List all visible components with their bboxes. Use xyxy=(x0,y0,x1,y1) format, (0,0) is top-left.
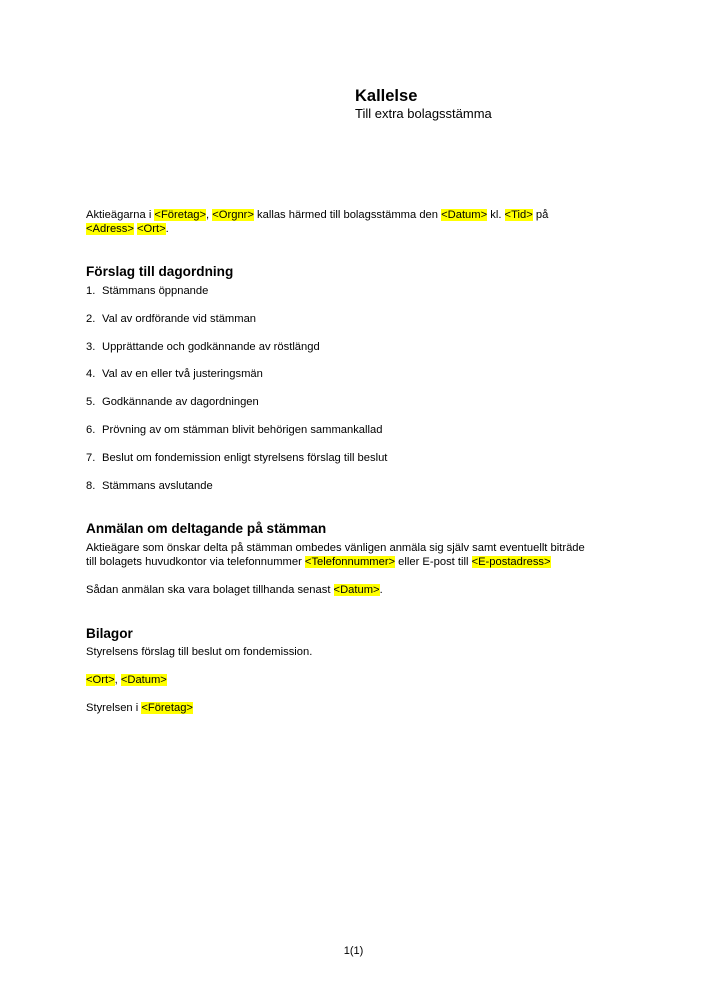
agenda-item-number: 8. xyxy=(86,479,96,492)
placeholder-signature-date: <Datum> xyxy=(120,674,167,686)
intro-text: på xyxy=(532,209,549,221)
placeholder-date: <Datum> xyxy=(441,209,488,221)
placeholder-city: <Ort> xyxy=(137,223,166,235)
agenda-item xyxy=(86,451,626,479)
intro-paragraph xyxy=(86,208,626,236)
agenda-item-text: Beslut om fondemission enligt styrelsens förslag till beslut xyxy=(102,451,388,464)
deadline-text: Sådan anmälan ska vara bolaget tillhanda senast xyxy=(86,584,334,596)
agenda-item-number: 3. xyxy=(86,340,96,353)
deadline-text: . xyxy=(379,584,383,596)
placeholder-time: <Tid> xyxy=(504,209,533,221)
registration-heading: Anmälan om deltagande på stämman xyxy=(86,521,327,536)
agenda-item xyxy=(86,312,626,340)
placeholder-deadline-date: <Datum> xyxy=(333,584,380,596)
agenda-item-number: 1. xyxy=(86,285,96,297)
intro-text: . xyxy=(165,223,169,235)
agenda-item-text: Stämmans avslutande xyxy=(102,479,213,492)
intro-text: , xyxy=(206,209,213,221)
document-subtitle: Till extra bolagsstämma xyxy=(355,106,492,121)
signature-board xyxy=(86,701,646,715)
agenda-item-text: Stämmans öppnande xyxy=(102,285,209,297)
agenda-item xyxy=(86,284,626,312)
signature-separator: , xyxy=(114,674,121,686)
document-title: Kallelse xyxy=(355,87,418,105)
page-number: 1(1) xyxy=(343,945,364,957)
signature-place-date xyxy=(86,673,646,687)
agenda-item-text: Prövning av om stämman blivit behörigen sammankallad xyxy=(102,423,383,436)
agenda-item xyxy=(86,340,626,368)
agenda-item-number: 2. xyxy=(86,312,96,325)
agenda-item-number: 7. xyxy=(86,451,96,464)
placeholder-orgnr: <Orgnr> xyxy=(212,209,254,221)
placeholder-signature-company: <Företag> xyxy=(141,702,193,714)
agenda-item-text: Godkännande av dagordningen xyxy=(102,396,259,409)
registration-text: Aktieägare som önskar delta på stämman ombedes vänligen anmäla sig själv samt eventuellt biträde xyxy=(86,542,585,554)
agenda-item xyxy=(86,423,626,451)
agenda-item xyxy=(86,367,626,395)
agenda-item-text: Val av ordförande vid stämman xyxy=(102,312,257,325)
attachments-text: Styrelsens förslag till beslut om fondemission. xyxy=(86,646,313,658)
placeholder-email: <E-postadress> xyxy=(471,556,551,568)
agenda-item-number: 6. xyxy=(86,423,96,436)
registration-paragraph xyxy=(86,541,646,569)
title-block xyxy=(355,86,492,122)
agenda-item-number: 5. xyxy=(86,396,96,409)
placeholder-address: <Adress> xyxy=(86,223,134,235)
agenda-list xyxy=(86,284,626,506)
agenda-item xyxy=(86,479,626,507)
placeholder-signature-city: <Ort> xyxy=(86,674,115,686)
intro-text: kallas härmed till bolagsstämma den xyxy=(253,209,442,221)
placeholder-company: <Företag> xyxy=(154,209,207,221)
agenda-item-text: Upprättande och godkännande av röstlängd xyxy=(102,340,320,353)
attachments-heading: Bilagor xyxy=(86,626,133,641)
intro-text: Aktieägarna i xyxy=(86,209,155,221)
intro-text: kl. xyxy=(487,209,505,221)
registration-text: eller E-post till xyxy=(395,556,472,568)
agenda-heading: Förslag till dagordning xyxy=(86,264,234,279)
deadline-paragraph xyxy=(86,583,646,597)
signature-board-text: Styrelsen i xyxy=(86,702,142,714)
agenda-item-text: Val av en eller två justeringsmän xyxy=(102,368,263,381)
agenda-item-number: 4. xyxy=(86,368,96,381)
placeholder-phone: <Telefonnummer> xyxy=(304,556,396,568)
registration-text: till bolagets huvudkontor via telefonnummer xyxy=(86,556,305,568)
agenda-item xyxy=(86,395,626,423)
